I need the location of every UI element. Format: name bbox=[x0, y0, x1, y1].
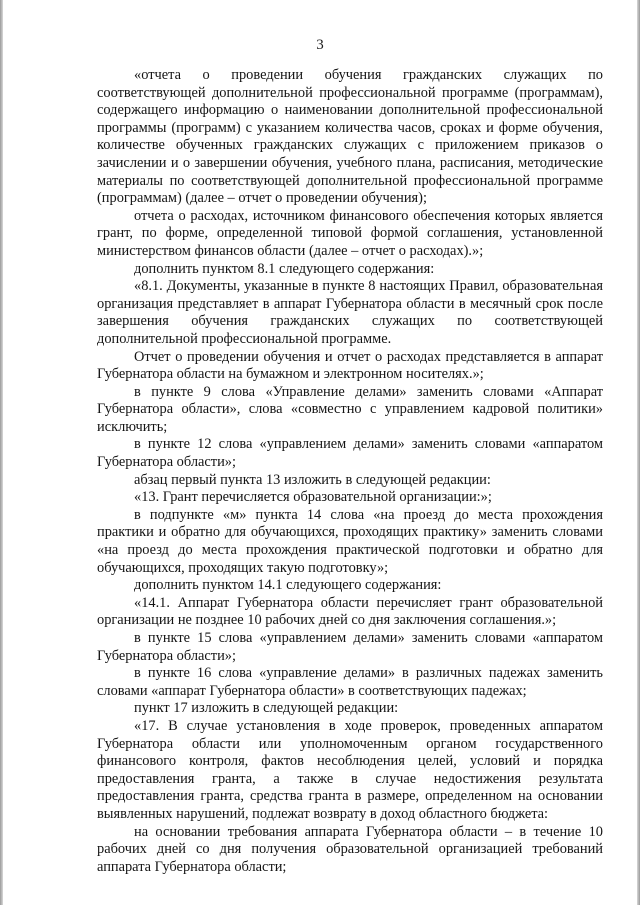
paragraph: Отчет о проведении обучения и отчет о расходах представляется в аппарат Губернатора области на бумажном и электронном носителях.»; bbox=[97, 348, 603, 383]
paragraph: абзац первый пункта 13 изложить в следующей редакции: bbox=[134, 471, 491, 488]
paragraph: отчета о расходах, источником финансового обеспечения которых является грант, по форме, определенной типовой формой соглашения, установленной министерством финансов области (далее – отчет о расходах).»; bbox=[97, 207, 603, 259]
scan-edge-left bbox=[0, 0, 3, 905]
paragraph: в пункте 16 слова «управление делами» в различных падежах заменить словами «аппарат Губернатора области» в соответствующих падежах; bbox=[97, 665, 603, 699]
paragraph: «8.1. Документы, указанные в пункте 8 настоящих Правил, образовательная организация представляет в аппарат Губернатора области в месячный срок после завершения обучения гражданских служащих по соответствующей дополнительной профессиональной программе. bbox=[97, 278, 603, 347]
paragraph: дополнить пунктом 14.1 следующего содержания: bbox=[134, 577, 442, 594]
paragraph: в пункте 9 слова «Управление делами» заменить словами «Аппарат Губернатора области», слова «совместно с управлением кадровой политики» исключить; bbox=[97, 383, 603, 435]
page-number: 3 bbox=[316, 37, 324, 53]
paragraph: «14.1. Аппарат Губернатора области перечисляет грант образовательной организации не позднее 10 рабочих дней со дня заключения соглашения.»; bbox=[97, 594, 603, 629]
paragraph: на основании требования аппарата Губернатора области – в течение 10 рабочих дней со дня получения образовательной организацией требований аппарата Губернатора области; bbox=[97, 823, 603, 875]
paragraph: «отчета о проведении обучения гражданских служащих по соответствующей дополнительной профессиональной программе (программам), содержащего информацию о наименовании дополнительной профессиональной программы (программ) с указанием количества часов, сроках и форме обучения, количестве обученных гражданских служащих с приложением приказов о зачислении и о завершении обучения, учебного плана, расписания, методические материалы по соответствующей дополнительной профессиональной программе (программам) (далее – отчет о проведении обучения); bbox=[97, 67, 603, 207]
paragraph: «13. Грант перечисляется образовательной организации:»; bbox=[134, 489, 492, 506]
paragraph: в подпункте «м» пункта 14 слова «на проезд до места прохождения практики и обратно для обучающихся, проходящих практику» заменить словами «на проезд до места прохождения практической подготовки и обратно для обучающихся, проходящих такую подготовку»; bbox=[97, 506, 603, 576]
paragraph: дополнить пунктом 8.1 следующего содержания: bbox=[134, 260, 435, 277]
paragraph: пункт 17 изложить в следующей редакции: bbox=[134, 700, 399, 717]
paragraph: в пункте 15 слова «управлением делами» заменить словами «аппаратом Губернатора области»; bbox=[97, 630, 603, 664]
paragraph: «17. В случае установления в ходе проверок, проведенных аппаратом Губернатора области или уполномоченным органом государственного финансового контроля, фактов несоблюдения целей, условий и порядка предоставления гранта, а также в случае недостижения результата предоставления гранта, средства гранта в размере, определенном на основании выявленных нарушений, подлежат возврату в доход областного бюджета: bbox=[97, 717, 603, 822]
document-body bbox=[97, 67, 603, 876]
paragraph: в пункте 12 слова «управлением делами» заменить словами «аппаратом Губернатора области»; bbox=[97, 436, 603, 471]
